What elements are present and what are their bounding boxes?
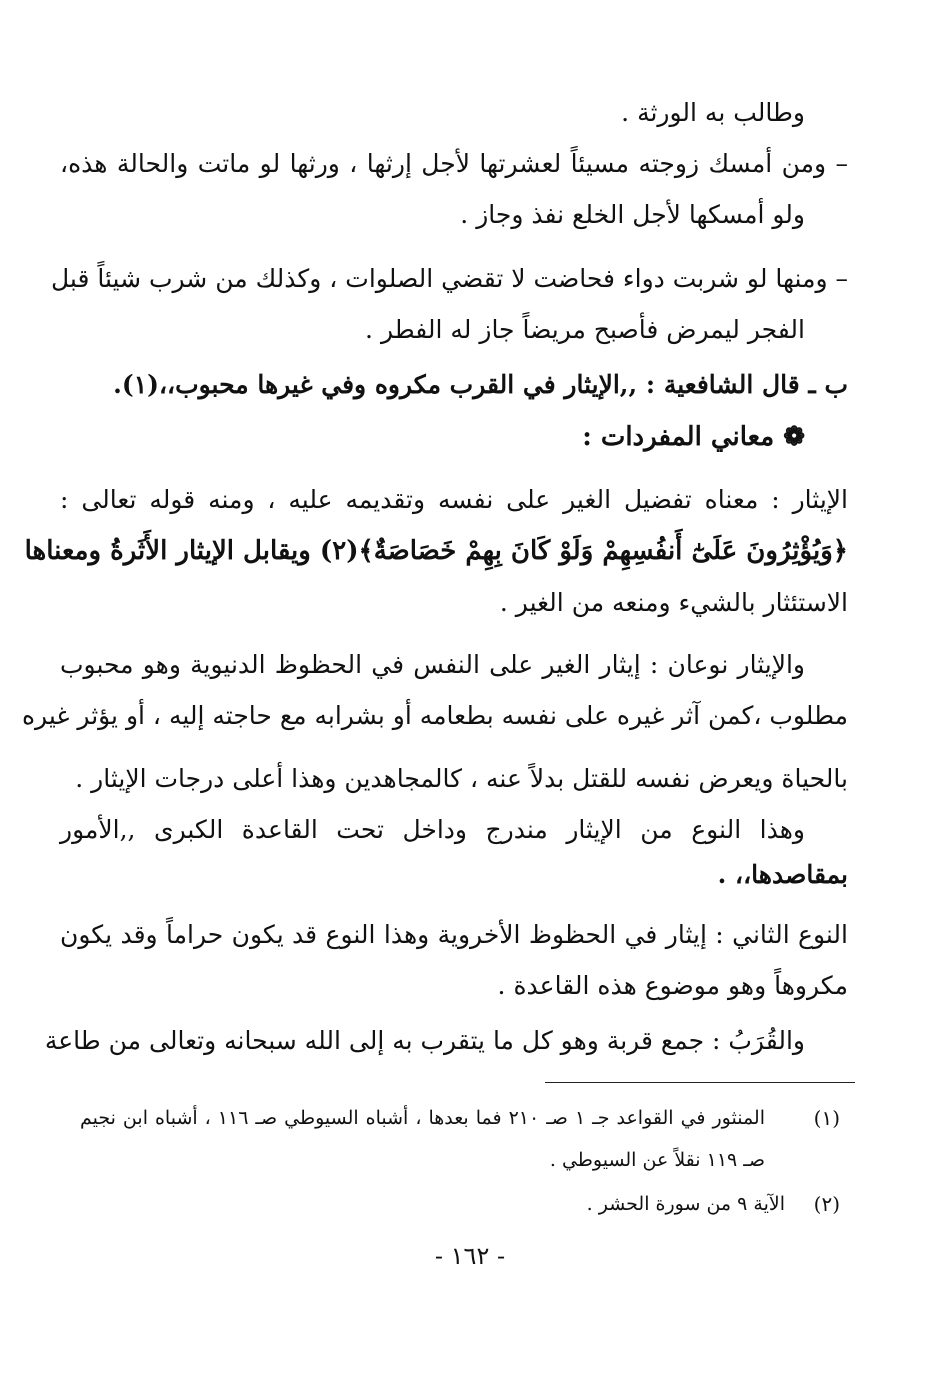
text-line: – ومنها لو شربت دواء فحاضت لا تقضي الصلوات ، وكذلك من شرب شيئاً قبل — [51, 264, 848, 293]
footnote-number: (٢) — [813, 1192, 840, 1216]
page-number: - ١٦٢ - — [434, 1242, 506, 1270]
footnote-text: المنثور في القواعد جـ ١ صـ ٢١٠ فما بعدها ، أشباه السيوطي صـ ١١٦ ، أشباه ابن نجيم — [80, 1107, 766, 1129]
footnote-separator — [545, 1082, 855, 1083]
section-heading-vocabulary: ❁ معاني المفردات : — [582, 422, 805, 452]
text-line: مكروهاً وهو موضوع هذه القاعدة . — [497, 971, 848, 1000]
text-line: بالحياة ويعرض نفسه للقتل بدلاً عنه ، كالمجاهدين وهذا أعلى درجات الإيثار . — [75, 764, 848, 793]
text-line: وهذا النوع من الإيثار مندرج وداخل تحت القاعدة الكبرى ,,الأمور — [60, 815, 805, 844]
section-heading-shafii: ب ـ قال الشافعية : ,,الإيثار في القرب مكروه وفي غيرها محبوب،،(١). — [113, 370, 848, 399]
text-line: والقُرَبُ : جمع قربة وهو كل ما يتقرب به إلى الله سبحانه وتعالى من طاعة — [44, 1026, 805, 1055]
text-line: – ومن أمسك زوجته مسيئاً لعشرتها لأجل إرثها ، ورثها لو ماتت والحالة هذه، — [60, 149, 848, 178]
footnote-text: الآية ٩ من سورة الحشر . — [586, 1193, 785, 1215]
text-line: وطالب به الورثة . — [621, 98, 805, 127]
text-line: ولو أمسكها لأجل الخلع نفذ وجاز . — [460, 200, 805, 229]
footnote-text: صـ ١١٩ نقلاً عن السيوطي . — [549, 1149, 765, 1171]
text-line: الفجر ليمرض فأصبح مريضاً جاز له الفطر . — [365, 315, 805, 344]
text-line: النوع الثاني : إيثار في الحظوظ الأخروية وهذا النوع قد يكون حراماً وقد يكون — [60, 920, 848, 949]
quran-verse-line: ﴿وَيُؤْثِرُونَ عَلَىٰٓ أَنفُسِهِمْ وَلَوْ كَانَ بِهِمْ خَصَاصَةٌ﴾(٢) ويقابل الإيثار الأَثَرةُ ومعناها — [24, 536, 848, 566]
text-line: الإيثار : معناه تفضيل الغير على نفسه وتقديمه عليه ، ومنه قوله تعالى : — [60, 485, 848, 514]
footnote-number: (١) — [813, 1106, 840, 1130]
text-line: الاستئثار بالشيء ومنعه من الغير . — [499, 588, 848, 617]
text-line: بمقاصدها،، . — [717, 860, 848, 889]
text-line: مطلوب ،كمن آثر غيره على نفسه بطعامه أو بشرابه مع حاجته إليه ، أو يؤثر غيره — [21, 701, 848, 730]
text-line: والإيثار نوعان : إيثار الغير على النفس في الحظوظ الدنيوية وهو محبوب — [60, 650, 805, 679]
